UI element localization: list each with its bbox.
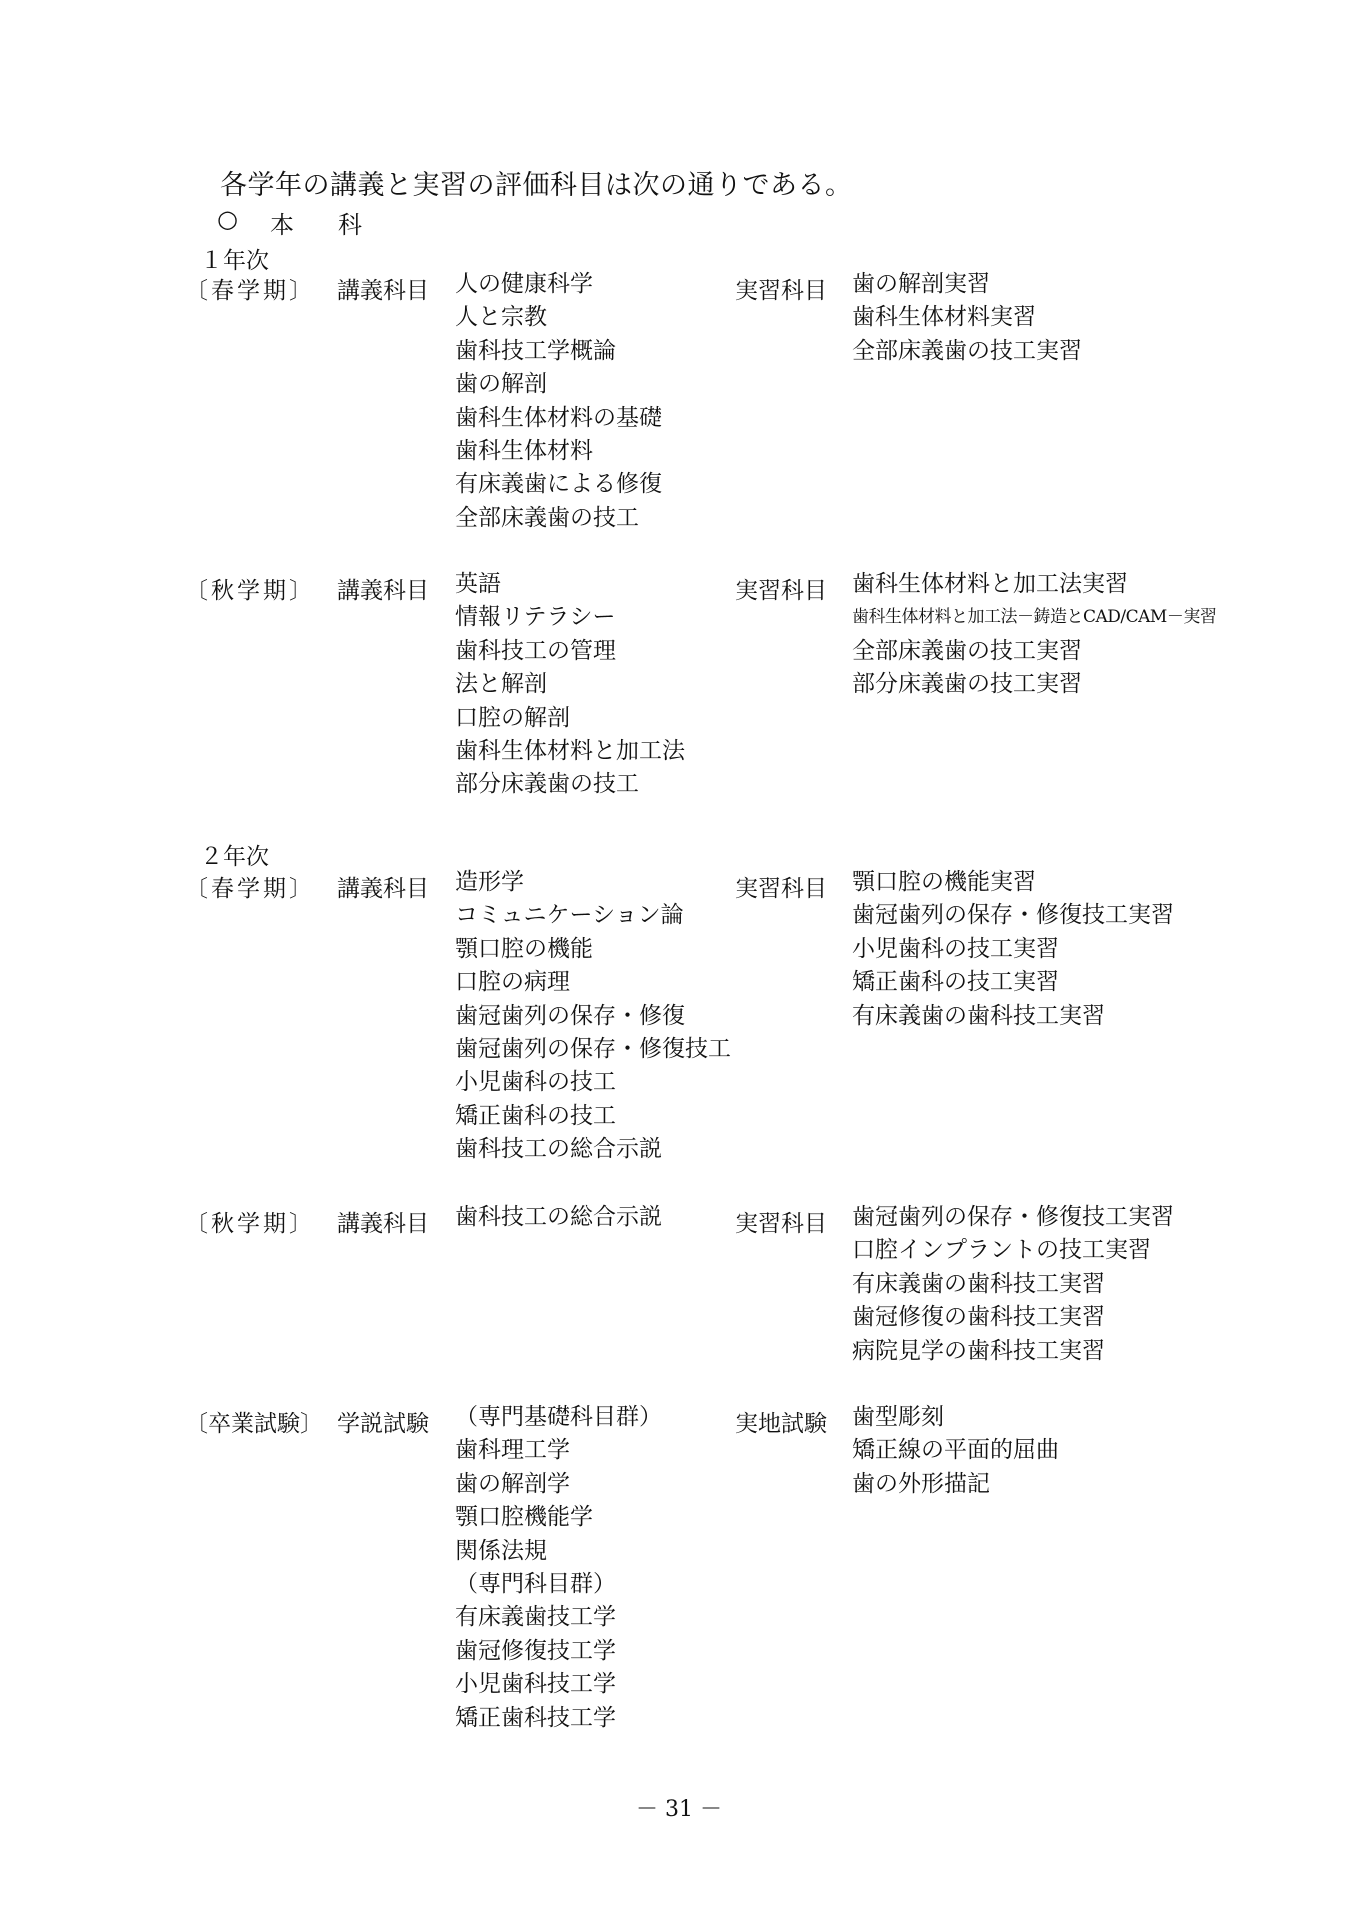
graduation-practical-list [852,1401,1059,1501]
year2-spring-practice-list [852,866,1174,1033]
list-item: 歯冠歯列の保存・修復 [455,1002,685,1029]
graduation-practical-label: 実地試験 [735,1411,827,1437]
list-item: 有床義歯の歯科技工実習 [852,1002,1105,1029]
list-item: 口腔の病理 [455,969,570,996]
year2-autumn-practice-list [852,1201,1174,1368]
list-item: 全部床義歯の技工実習 [852,337,1082,364]
list-item: 全部床義歯の技工 [455,504,639,531]
list-item: 有床義歯の歯科技工実習 [852,1270,1105,1297]
graduation-written-list [455,1401,662,1735]
list-item: 歯科生体材料実習 [852,304,1036,331]
list-item: 有床義歯技工学 [455,1604,616,1631]
list-item: 小児歯科の技工 [455,1069,616,1096]
list-item: 顎口腔機能学 [455,1504,593,1531]
year1-autumn-practice-label: 実習科目 [735,578,827,604]
list-item: 歯の解剖実習 [852,271,990,297]
year1-autumn-lecture-label: 講義科目 [337,578,429,604]
list-item: 歯冠修復技工学 [455,1637,616,1664]
year2-autumn-lecture-list [455,1201,662,1234]
year1-title: １年次 [200,248,269,274]
list-item: 歯の外形描記 [852,1470,990,1497]
section-label-honka: 本科 [270,211,406,239]
list-item: 小児歯科の技工実習 [852,935,1059,962]
year1-autumn-lecture-list [455,568,685,802]
year2-spring-term: 〔春学期〕 [185,876,315,902]
list-item: 歯科生体材料の基礎 [455,404,662,431]
list-item: 歯科生体材料と加工法－鋳造とCAD/CAM－実習 [852,607,1217,628]
year2-autumn-lecture-label: 講義科目 [337,1211,429,1237]
list-item: 英語 [455,571,501,597]
list-item: 小児歯科技工学 [455,1671,616,1698]
list-item: 口腔の解剖 [455,704,570,731]
list-item: 矯正線の平面的屈曲 [852,1437,1059,1464]
page-number: － 31 － [636,1797,722,1822]
list-item: コミュニケーション論 [455,902,684,929]
list-item: （専門科目群） [455,1570,616,1597]
year1-spring-practice-label: 実習科目 [735,278,827,304]
list-item: 人と宗教 [455,304,547,331]
list-item: 顎口腔の機能 [455,935,593,962]
list-item: 顎口腔の機能実習 [852,869,1036,895]
list-item: 歯冠歯列の保存・修復技工 [455,1035,731,1062]
year2-autumn-term: 〔秋学期〕 [185,1211,315,1237]
list-item: 矯正歯科の技工実習 [852,969,1059,996]
year1-autumn-practice-list [852,568,1216,702]
year1-spring-lecture-label: 講義科目 [337,278,429,304]
list-item: 歯の解剖学 [455,1470,570,1497]
year1-spring-practice-list [852,268,1082,368]
list-item: 病院見学の歯科技工実習 [852,1337,1105,1364]
list-item: 歯の解剖 [455,371,547,398]
list-item: 全部床義歯の技工実習 [852,637,1082,664]
list-item: 関係法規 [455,1537,547,1564]
list-item: 情報リテラシー [455,604,616,631]
list-item: 歯科技工の管理 [455,637,616,664]
list-item: 歯科生体材料と加工法実習 [852,571,1128,597]
list-item: 歯型彫刻 [852,1404,944,1430]
list-item: 歯冠修復の歯科技工実習 [852,1304,1105,1331]
year2-spring-lecture-label: 講義科目 [337,876,429,902]
year1-spring-lecture-list [455,268,662,535]
graduation-written-label: 学説試験 [337,1411,429,1437]
list-item: 法と解剖 [455,671,547,698]
list-item: 歯科技工の総合示説 [455,1204,662,1230]
year2-title: ２年次 [200,844,269,870]
list-item: 歯科生体材料 [455,437,593,464]
list-item: 人の健康科学 [455,271,593,297]
list-item: 部分床義歯の技工 [455,771,639,798]
list-item: 歯科技工の総合示説 [455,1136,662,1163]
intro-sentence: 各学年の講義と実習の評価科目は次の通りである。 [220,170,853,201]
list-item: 歯科理工学 [455,1437,570,1464]
list-item: 矯正歯科の技工 [455,1102,616,1129]
list-item: 歯科技工学概論 [455,337,616,364]
list-item: 歯科生体材料と加工法 [455,737,685,764]
list-item: 口腔インプラントの技工実習 [852,1237,1151,1264]
list-item: 歯冠歯列の保存・修復技工実習 [852,1204,1174,1230]
list-item: 矯正歯科技工学 [455,1704,616,1731]
year2-spring-lecture-list [455,866,731,1167]
list-item: 部分床義歯の技工実習 [852,671,1082,698]
year2-spring-practice-label: 実習科目 [735,876,827,902]
circle-marker-icon: ○ [217,205,238,233]
list-item: 造形学 [455,869,524,895]
year1-spring-term: 〔春学期〕 [185,278,315,304]
list-item: 有床義歯による修復 [455,471,662,498]
list-item: 歯冠歯列の保存・修復技工実習 [852,902,1174,929]
year2-autumn-practice-label: 実習科目 [735,1211,827,1237]
year1-autumn-term: 〔秋学期〕 [185,578,315,604]
graduation-term: 〔卒業試験〕 [185,1411,323,1437]
list-item: （専門基礎科目群） [455,1404,662,1430]
